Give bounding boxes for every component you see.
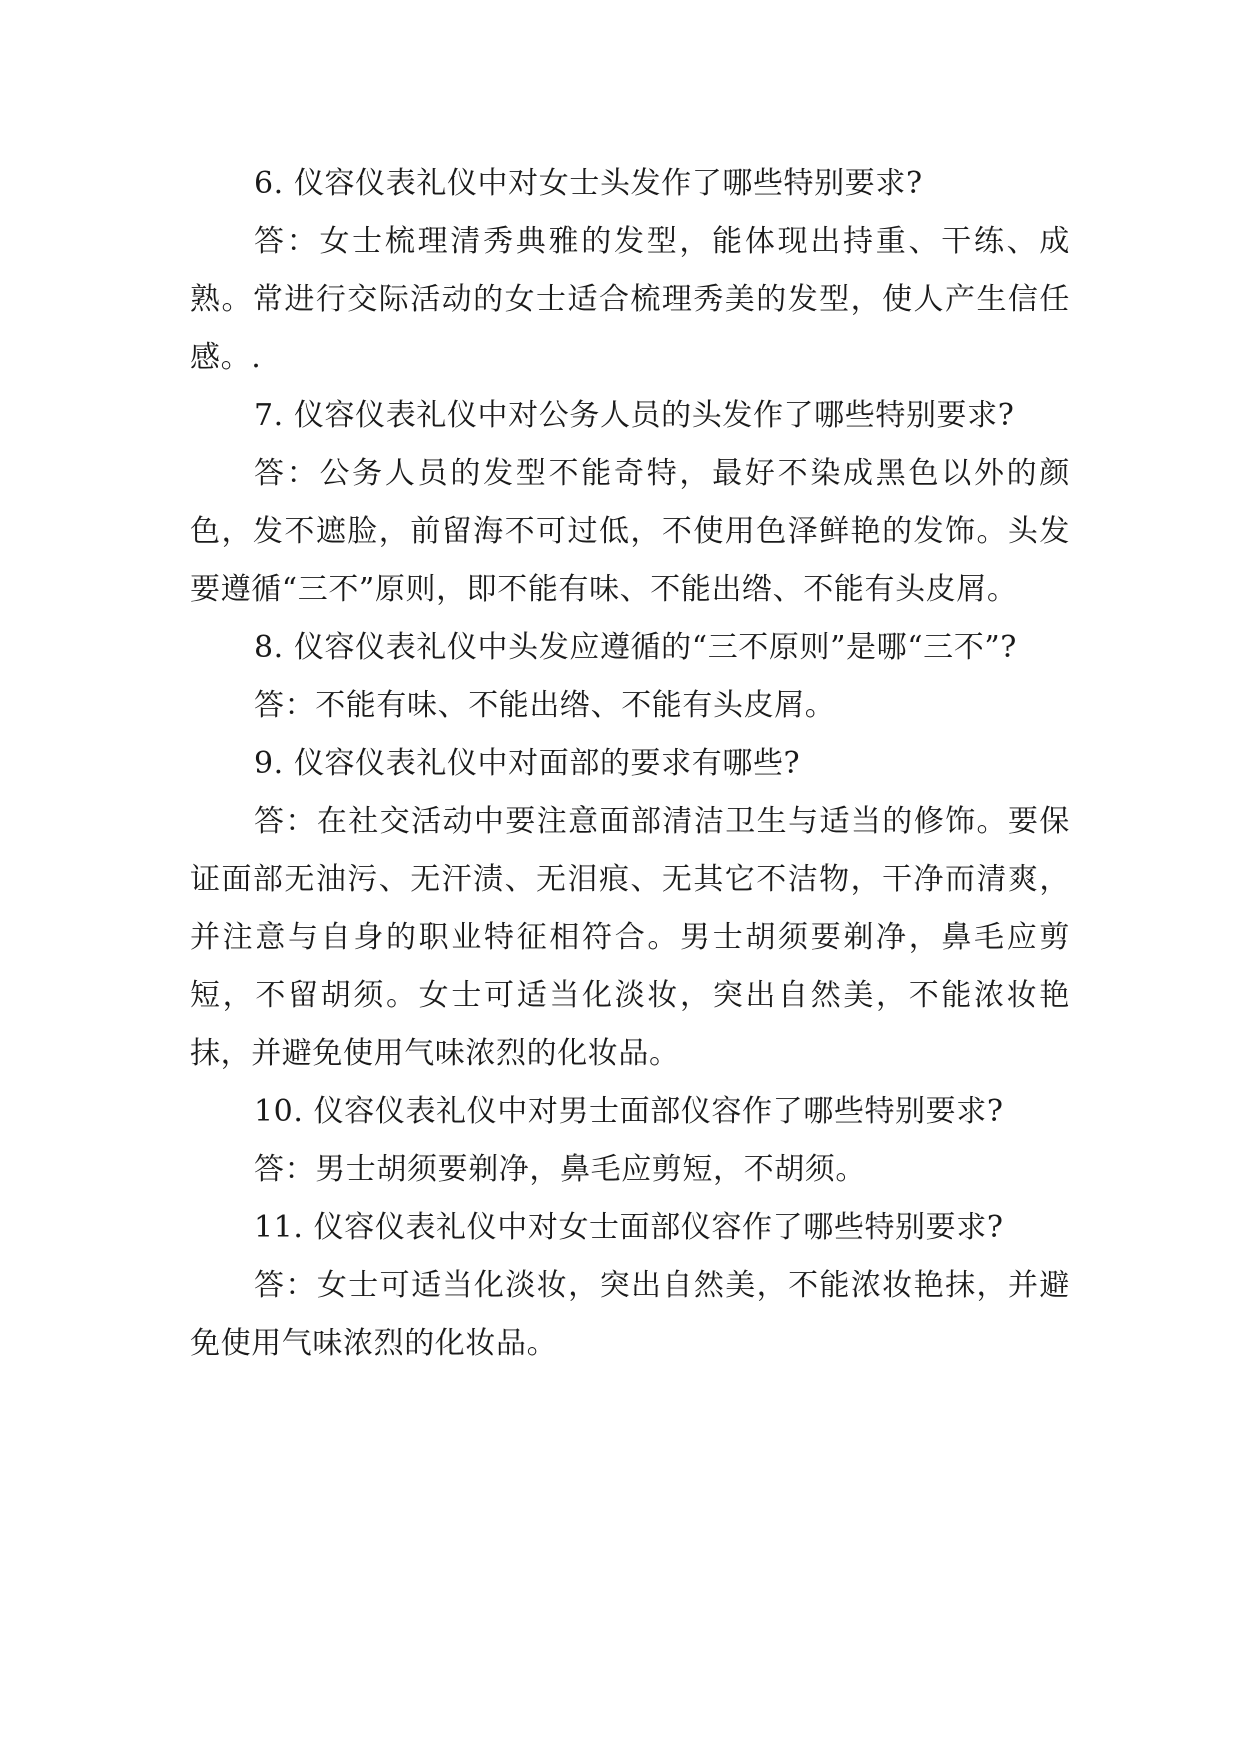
answer-11: 答：女士可适当化淡妆，突出自然美，不能浓妆艳抹，并避免使用气味浓烈的化妆品。 (190, 1268, 1070, 1361)
question-9: 9. 仪容仪表礼仪中对面部的要求有哪些? (254, 746, 801, 781)
answer-8: 答：不能有味、不能出绺、不能有头皮屑。 (254, 688, 836, 723)
answer-6: 答：女士梳理清秀典雅的发型，能体现出持重、干练、成熟。常进行交际活动的女士适合梳理秀美的发型，使人产生信任感。. (190, 224, 1070, 375)
question-10: 10. 仪容仪表礼仪中对男士面部仪容作了哪些特别要求? (254, 1094, 1004, 1129)
answer-7: 答：公务人员的发型不能奇特，最好不染成黑色以外的颜色，发不遮脸，前留海不可过低，不使用色泽鲜艳的发饰。头发要遵循“三不”原则，即不能有味、不能出绺、不能有头皮屑。 (190, 456, 1070, 607)
document-body (190, 155, 1070, 1373)
answer-9: 答：在社交活动中要注意面部清洁卫生与适当的修饰。要保证面部无油污、无汗渍、无泪痕、无其它不洁物，干净而清爽，并注意与自身的职业特征相符合。男士胡须要剃净，鼻毛应剪短，不留胡须。女士可适当化淡妆，突出自然美，不能浓妆艳抹，并避免使用气味浓烈的化妆品。 (190, 804, 1070, 1071)
answer-10: 答：男士胡须要剃净，鼻毛应剪短，不胡须。 (254, 1152, 866, 1187)
question-8: 8. 仪容仪表礼仪中头发应遵循的“三不原则”是哪“三不”? (254, 630, 1017, 665)
question-6: 6. 仪容仪表礼仪中对女士头发作了哪些特别要求? (254, 166, 923, 201)
question-11: 11. 仪容仪表礼仪中对女士面部仪容作了哪些特别要求? (254, 1210, 1004, 1245)
question-7: 7. 仪容仪表礼仪中对公务人员的头发作了哪些特别要求? (254, 398, 1015, 433)
